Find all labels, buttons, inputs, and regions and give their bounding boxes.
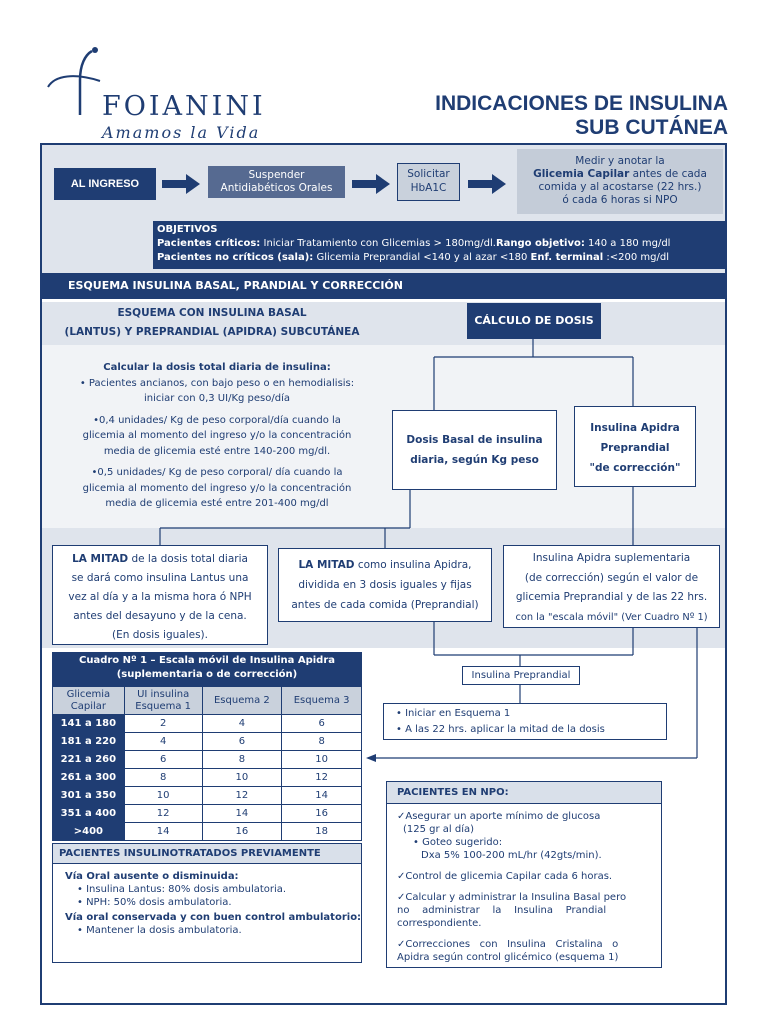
brand-name: FOIANINI xyxy=(102,91,266,122)
dose-cell: 16 xyxy=(282,805,362,823)
dose-cell: 4 xyxy=(202,715,282,733)
npo-i1-line3: • Goteo sugerido: xyxy=(413,837,503,848)
suplementaria-box xyxy=(503,545,720,628)
solicitar-line2: HbA1C xyxy=(410,182,447,194)
page-title-line2: SUB CUTÁNEA xyxy=(575,116,728,139)
calcular-b2-line1: •0,4 unidades/ Kg de peso corporal/día cuando la xyxy=(93,414,341,426)
glicemia-range-cell: >400 xyxy=(53,823,125,841)
mitad1-line3: vez al día y a la misma hora ó NPH xyxy=(68,591,252,603)
mitad2-bold: LA MITAD xyxy=(298,559,355,571)
cuadro-title-line1: Cuadro Nº 1 – Escala móvil de Insulina Apidra xyxy=(78,655,336,666)
mitad-lantus-box xyxy=(52,545,268,645)
nocriticos-text: Glicemia Preprandial <140 y al azar <180 xyxy=(313,252,531,263)
brand-tagline: Amamos la Vida xyxy=(102,123,261,142)
esquema-line2: (LANTUS) Y PREPRANDIAL (APIDRA) SUBCUTÁNEA xyxy=(64,326,360,338)
npo-i1-line2: (125 gr al día) xyxy=(403,824,475,835)
calcular-b1-line2: iniciar con 0,3 UI/Kg peso/día xyxy=(144,393,290,404)
solicitar-line1: Solicitar xyxy=(407,168,450,180)
npo-i1-line1: ✓Asegurar un aporte mínimo de glucosa xyxy=(397,811,601,822)
cuadro-header: UI insulina Esquema 1 xyxy=(124,687,202,715)
rango-label: Rango objetivo: xyxy=(495,238,585,249)
suplementaria-line1: Insulina Apidra suplementaria xyxy=(532,552,691,564)
mitad-apidra-box xyxy=(278,548,492,622)
iniciar-b2: • A las 22 hrs. aplicar la mitad de la dosis xyxy=(396,724,605,735)
cuadro-title xyxy=(52,652,362,686)
suplementaria-line3: glicemia Preprandial y de las 22 hrs. xyxy=(515,591,708,603)
previos-h2: Vía oral conservada y con buen control ambulatorio: xyxy=(65,912,362,923)
dose-cell: 8 xyxy=(282,733,362,751)
mitad1-line2: se dará como insulina Lantus una xyxy=(71,572,249,584)
esquema-line1: ESQUEMA CON INSULINA BASAL xyxy=(117,307,307,319)
cuadro-table xyxy=(52,686,362,841)
mitad2-line1: como insulina Apidra, xyxy=(354,559,472,571)
dose-cell: 14 xyxy=(282,787,362,805)
cuadro-title-line2: (suplementaria o de corrección) xyxy=(116,669,298,680)
cuadro-header: Glicemia Capilar xyxy=(53,687,125,715)
criticos-label: Pacientes críticos: xyxy=(157,238,261,249)
dose-cell: 6 xyxy=(282,715,362,733)
dose-cell: 4 xyxy=(124,733,202,751)
dose-cell: 10 xyxy=(124,787,202,805)
dose-cell: 2 xyxy=(124,715,202,733)
terminal-label: Enf. terminal xyxy=(530,252,604,263)
table-row xyxy=(53,823,362,841)
objetivos-title: OBJETIVOS xyxy=(157,224,218,235)
dose-cell: 8 xyxy=(202,751,282,769)
suspender-line2: Antidiabéticos Orales xyxy=(220,182,333,194)
calculo-dosis-box: CÁLCULO DE DOSIS xyxy=(467,303,601,339)
mitad1-line5: (En dosis iguales). xyxy=(112,629,208,641)
table-row xyxy=(53,769,362,787)
calcular-b3-line2: glicemia al momento del ingreso y/o la concentración xyxy=(82,482,352,494)
cuadro-header: Esquema 3 xyxy=(282,687,362,715)
medir-line4: ó cada 6 horas si NPO xyxy=(562,194,678,206)
suplementaria-line4: con la "escala móvil" (Ver Cuadro Nº 1) xyxy=(515,611,708,623)
section-header: ESQUEMA INSULINA BASAL, PRANDIAL Y CORRECCIÓN xyxy=(42,273,725,299)
npo-i4-line2: Apidra según control glicémico (esquema 1) xyxy=(397,952,619,963)
npo-i3-line3: correspondiente. xyxy=(397,918,482,929)
table-row xyxy=(53,787,362,805)
medir-line2: antes de cada xyxy=(629,168,707,180)
cuadro-escala-movil xyxy=(52,652,362,841)
mitad1-line4: antes del desayuno y de la cena. xyxy=(73,610,247,622)
calcular-b3-line3: media de glicemia esté entre 201-400 mg/dl xyxy=(105,498,329,509)
previos-box xyxy=(52,843,362,963)
calcular-b3-line1: •0,5 unidades/ Kg de peso corporal/ día cuando la xyxy=(91,467,343,478)
dosis-basal-line2: diaria, según Kg peso xyxy=(410,454,539,466)
mitad2-line2: dividida en 3 dosis iguales y fijas xyxy=(298,579,472,591)
table-row xyxy=(53,733,362,751)
glicemia-range-cell: 351 a 400 xyxy=(53,805,125,823)
suplementaria-line2: (de corrección) según el valor de xyxy=(524,571,699,584)
npo-box xyxy=(386,781,662,968)
npo-i3-line2: no administrar la Insulina Prandial xyxy=(397,905,607,916)
dose-cell: 10 xyxy=(202,769,282,787)
apidra-line2: Preprandial xyxy=(600,442,670,454)
apidra-line3: "de corrección" xyxy=(589,462,681,474)
dosis-basal-box xyxy=(392,410,557,490)
npo-i3-line1: ✓Calcular y administrar la Insulina Basal pero xyxy=(397,892,627,903)
mitad1-bold: LA MITAD xyxy=(72,553,129,565)
previos-i3: • Mantener la dosis ambulatoria. xyxy=(77,925,242,936)
al-ingreso-box: AL INGRESO xyxy=(54,168,156,200)
medir-bold: Glicemia Capilar xyxy=(533,168,630,180)
table-row xyxy=(53,805,362,823)
glicemia-range-cell: 261 a 300 xyxy=(53,769,125,787)
dose-cell: 12 xyxy=(282,769,362,787)
glicemia-range-cell: 301 a 350 xyxy=(53,787,125,805)
calcular-dosis-text xyxy=(52,360,382,512)
apidra-preprandial-box xyxy=(574,406,696,487)
dosis-basal-line1: Dosis Basal de insulina xyxy=(406,434,543,446)
dose-cell: 6 xyxy=(202,733,282,751)
calcular-b2-line3: media de glicemia esté entre 140-200 mg/dl. xyxy=(103,445,331,457)
dose-cell: 6 xyxy=(124,751,202,769)
previos-title: PACIENTES INSULINOTRATADOS PREVIAMENTE xyxy=(53,844,361,864)
iniciar-b1: • Iniciar en Esquema 1 xyxy=(396,708,511,719)
table-row xyxy=(53,751,362,769)
medir-line1: Medir y anotar la xyxy=(575,155,665,167)
mitad1-line1: de la dosis total diaria xyxy=(128,553,248,565)
dose-cell: 18 xyxy=(282,823,362,841)
glicemia-range-cell: 181 a 220 xyxy=(53,733,125,751)
insulina-preprandial-label: Insulina Preprandial xyxy=(462,666,580,685)
table-row xyxy=(53,715,362,733)
dose-cell: 16 xyxy=(202,823,282,841)
calcular-b1-line1: • Pacientes ancianos, con bajo peso o en hemodialisis: xyxy=(79,377,355,389)
dose-cell: 8 xyxy=(124,769,202,787)
mitad2-line3: antes de cada comida (Preprandial) xyxy=(291,599,479,611)
dose-cell: 12 xyxy=(124,805,202,823)
iniciar-box xyxy=(383,703,667,740)
criticos-text: Iniciar Tratamiento con Glicemias > 180mg/dl. xyxy=(260,238,496,249)
previos-i1: • Insulina Lantus: 80% dosis ambulatoria. xyxy=(77,884,287,895)
medir-line3: comida y al acostarse (22 hrs.) xyxy=(538,181,702,193)
npo-i1-line4: Dxa 5% 100-200 mL/hr (42gts/min). xyxy=(421,850,602,861)
npo-title: PACIENTES EN NPO: xyxy=(387,782,661,804)
previos-h1: Vía Oral ausente o disminuida: xyxy=(65,871,239,882)
suspender-line1: Suspender xyxy=(248,169,305,181)
calcular-title: Calcular la dosis total diaria de insulina: xyxy=(103,362,331,373)
npo-i2: ✓Control de glicemia Capilar cada 6 horas. xyxy=(397,871,613,882)
page-title-line1: INDICACIONES DE INSULINA xyxy=(435,92,728,115)
calcular-b2-line2: glicemia al momento del ingreso y/o la concentración xyxy=(82,430,352,441)
glicemia-range-cell: 221 a 260 xyxy=(53,751,125,769)
dose-cell: 10 xyxy=(282,751,362,769)
cuadro-header: Esquema 2 xyxy=(202,687,282,715)
nocriticos-label: Pacientes no críticos (sala): xyxy=(157,252,314,263)
dose-cell: 12 xyxy=(202,787,282,805)
apidra-line1: Insulina Apidra xyxy=(590,422,680,434)
terminal-text: :<200 mg/dl xyxy=(603,252,669,263)
dose-cell: 14 xyxy=(124,823,202,841)
rango-text: 140 a 180 mg/dl xyxy=(584,238,671,249)
npo-i4-line1: ✓Correcciones con Insulina Cristalina o xyxy=(397,939,619,950)
previos-i2: • NPH: 50% dosis ambulatoria. xyxy=(77,897,232,908)
dose-cell: 14 xyxy=(202,805,282,823)
glicemia-range-cell: 141 a 180 xyxy=(53,715,125,733)
